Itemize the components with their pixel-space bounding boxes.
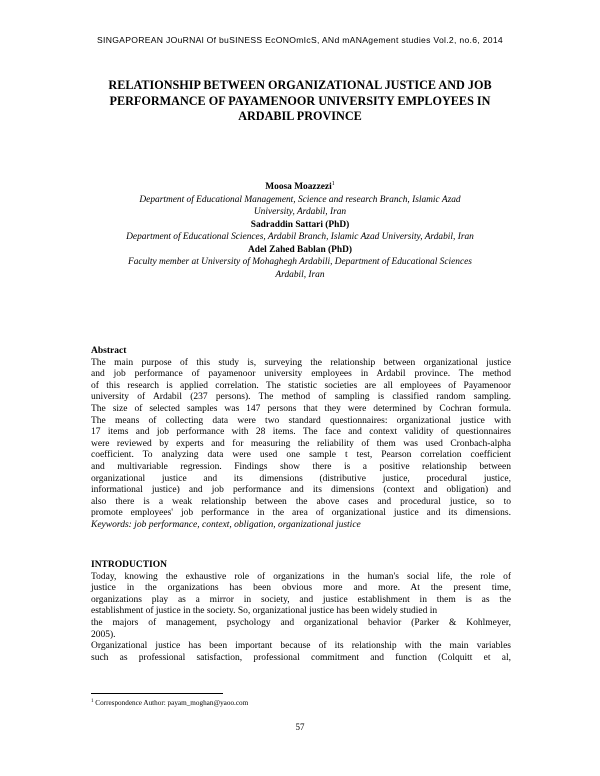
title-line: ARDABIL PROVINCE — [238, 109, 362, 123]
body-line: Organizational justice has been important because of its relationship with the main variables — [91, 641, 511, 652]
body-line: 2005). — [91, 629, 116, 640]
introduction-section — [91, 560, 511, 664]
page-number: 57 — [295, 722, 305, 732]
abstract-heading: Abstract — [91, 346, 127, 356]
author-name: Moosa Moazzezi$^1$ — [265, 181, 335, 192]
abstract-line: The main purpose of this study is, surveying the relationship between organizational justice — [91, 357, 511, 368]
abstract-line: The means of collecting data were two standard questionnaires: organizational justice with — [91, 415, 511, 426]
author-block — [0, 181, 600, 281]
author-name: Sadraddin Sattari (PhD) — [250, 219, 350, 230]
author-affiliation: University, Ardabil, Iran — [253, 207, 347, 217]
abstract-line: also there is a weak relationship between the above cases and procedural justice, so to — [91, 496, 511, 507]
body-line: justice in the organizations has been obvious more and more. At the present time, — [91, 583, 511, 594]
abstract-line: and multivariable regression. Findings show there is a positive relationship between — [91, 461, 511, 472]
body-line: organizations play as a mirror in society, and justice establishment in them is as the — [91, 594, 511, 605]
body-line: such as professional satisfaction, professional commitment and function (Colquitt et al, — [91, 652, 511, 663]
abstract-line: The size of selected samples was 147 persons that they were determined by Cochran formula. — [91, 403, 511, 414]
abstract-section — [91, 346, 511, 532]
abstract-line: informational justice) and job performance and its dimensions (context and obligation) and — [91, 485, 511, 496]
abstract-line: 17 items and job performance with 28 items. The face and context validity of questionnaires — [91, 427, 511, 438]
body-line: establishment of justice in the society. So, organizational justice has been widely studied in — [91, 606, 438, 617]
author-affiliation: Department of Educational Sciences, Ardabil Branch, Islamic Azad University, Ardabil, Iran — [126, 232, 474, 242]
footnote: $^1$ Correspondence Author: payam_moghan@yaoo.com — [91, 699, 249, 707]
introduction-heading: INTRODUCTION — [91, 560, 168, 570]
abstract-line: were reviewed by experts and for measuring the reliability of them was used Cronbach-alpha — [91, 438, 511, 449]
abstract-line: of this research is applied correlation. The statistic societies are all employees of Payamenoor — [91, 380, 511, 391]
abstract-line: organizational justice and its dimensions (distributive justice, procedural justice, — [91, 473, 511, 484]
paper-title — [60, 78, 540, 125]
abstract-line: coefficient. To analyzing data were used one sample t test, Pearson correlation coefficient — [91, 450, 511, 461]
footnote-mark: 1 — [91, 699, 94, 704]
body-line: Today, knowing the exhaustive role of organizations in the human's social life, the role of — [91, 571, 511, 582]
author-name: Adel Zahed Bablan (PhD) — [248, 244, 352, 255]
author-affiliation: Department of Educational Management, Science and research Branch, Islamic Azad — [139, 194, 461, 205]
abstract-line: university of Ardabil (237 persons). The method of sampling is classified random sampling. — [91, 392, 511, 403]
footnote-divider — [91, 693, 223, 694]
abstract-line: and job performance of payamenoor university employees in Ardabil province. The method — [91, 369, 511, 380]
keywords: Keywords: job performance, context, obligation, organizational justice — [91, 519, 361, 530]
title-line: PERFORMANCE OF PAYAMENOOR UNIVERSITY EMPLOYEES IN — [109, 93, 491, 108]
body-line: the majors of management, psychology and organizational behavior (Parker & Kohlmeyer, — [91, 617, 511, 628]
author-affiliation: Faculty member at University of Mohaghegh Ardabili, Department of Educational Sciences — [128, 257, 472, 267]
title-line: RELATIONSHIP BETWEEN ORGANIZATIONAL JUSTICE AND JOB — [108, 78, 492, 92]
footnote-mark: 1 — [331, 181, 335, 187]
abstract-line: promote employees' job performance in the area of organizational justice and its dimensions. — [91, 508, 511, 519]
running-head: SINGAPOREAN JOuRNAl Of buSINESS EcONOmIcS, ANd mANAgement studies Vol.2, no.6, 2014 — [96, 35, 504, 45]
author-affiliation: Ardabil, Iran — [275, 269, 325, 280]
